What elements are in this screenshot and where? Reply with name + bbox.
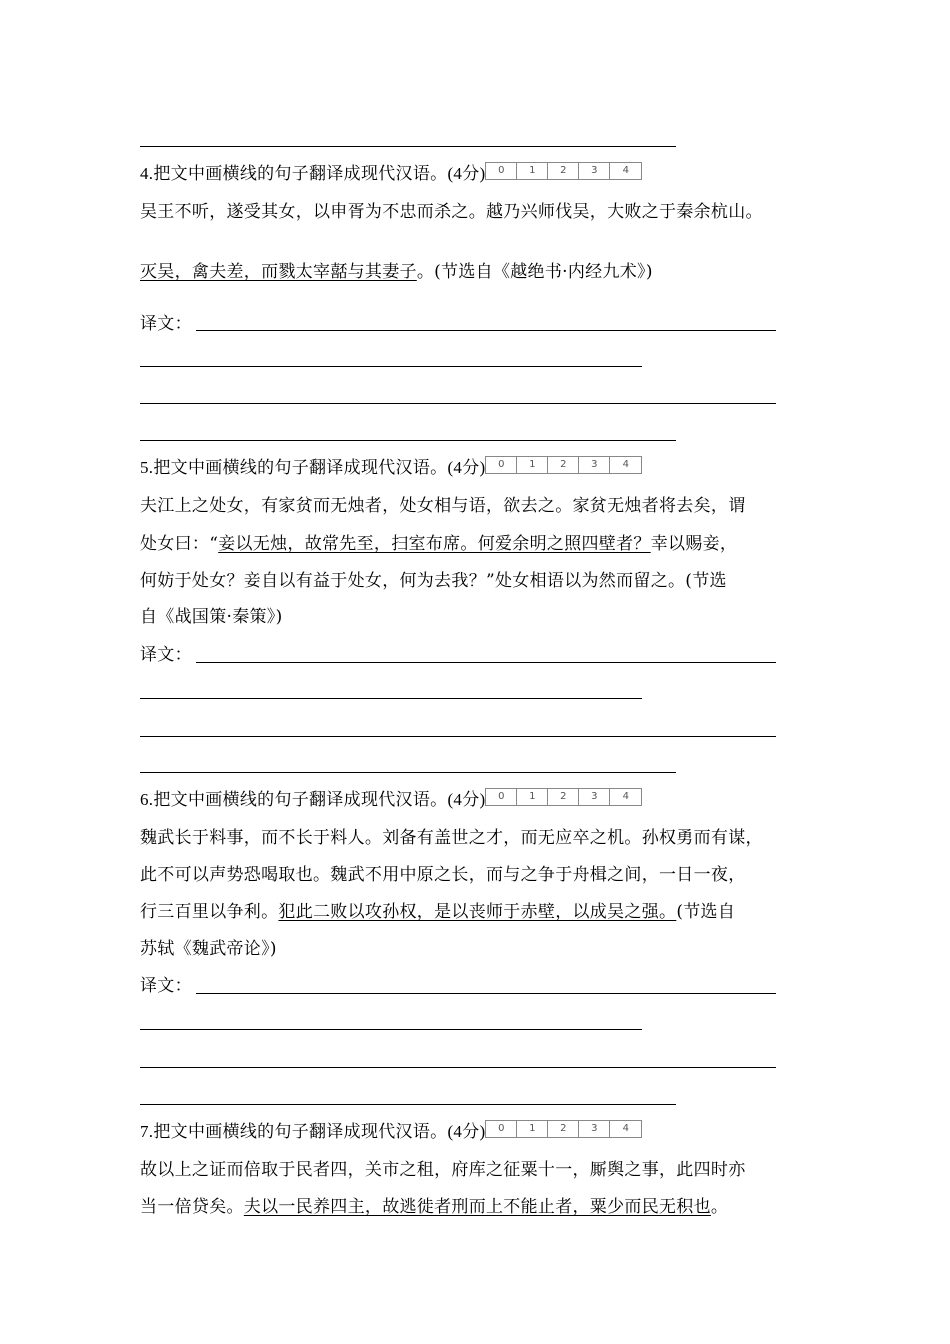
- question-6-heading: [140, 790, 642, 810]
- answer-label: [140, 645, 192, 665]
- passage-text: 当一倍贷矣。: [140, 1197, 244, 1217]
- passage-text: 行三百里以争利。: [140, 902, 279, 922]
- passage-line: [140, 902, 735, 922]
- passage-line: [140, 1197, 728, 1217]
- answer-blank-line[interactable]: [140, 1104, 676, 1105]
- answer-blank-line[interactable]: [140, 736, 776, 737]
- passage-text: 吴王不听，遂受其女，以申胥为不忠而杀之。越乃兴师伐吴，大败之于秦余杭山。: [140, 202, 763, 222]
- answer-label: [140, 314, 192, 334]
- score-cell[interactable]: 0: [486, 789, 517, 805]
- question-heading-text: 4.把文中画横线的句子翻译成现代汉语。(4分): [140, 164, 486, 183]
- score-cell[interactable]: 0: [486, 163, 517, 179]
- answer-blank-line[interactable]: [140, 366, 642, 367]
- answer-blank-line[interactable]: [140, 1029, 642, 1030]
- underlined-sentence: 灭吴，禽夫差，而戮太宰嚭与其妻子: [140, 262, 417, 282]
- answer-label-text: 译文：: [140, 314, 192, 334]
- passage-text: 故以上之证而倍取于民者四，关市之租，府库之征粟十一，厮舆之事，此四时亦: [140, 1160, 746, 1180]
- score-cell[interactable]: 0: [486, 457, 517, 473]
- answer-blank-line[interactable]: [140, 146, 676, 147]
- passage-line: [140, 607, 283, 627]
- passage-line: [140, 939, 277, 959]
- passage-line: [140, 262, 653, 282]
- underlined-sentence: 夫以一民养四主，故逃徙者刑而上不能止者，粟少而民无积也: [243, 1197, 711, 1217]
- score-box[interactable]: [485, 1120, 642, 1138]
- source-note: (节选自: [676, 902, 736, 922]
- passage-text: 。: [710, 1197, 729, 1217]
- answer-blank-line[interactable]: [140, 403, 776, 404]
- answer-blank-line[interactable]: [140, 698, 642, 699]
- question-7-heading: [140, 1122, 642, 1142]
- answer-blank-line[interactable]: [196, 662, 776, 663]
- score-cell[interactable]: 1: [517, 163, 548, 179]
- passage-text: 处女曰：“: [140, 534, 219, 554]
- score-cell[interactable]: 1: [517, 457, 548, 473]
- answer-label-text: 译文：: [140, 645, 192, 665]
- question-4-heading: [140, 164, 642, 184]
- passage-line: [140, 571, 727, 591]
- score-box[interactable]: [485, 162, 642, 180]
- score-cell[interactable]: 4: [622, 1123, 630, 1134]
- passage-text: 何妨于处女？妾自以有益于处女，何为去我？”处女相语以为然而留之。(节选: [140, 571, 727, 591]
- answer-blank-line[interactable]: [196, 993, 776, 994]
- score-cell[interactable]: 1: [517, 789, 548, 805]
- score-cell[interactable]: 2: [548, 1121, 579, 1137]
- score-cell[interactable]: 2: [548, 457, 579, 473]
- answer-label-text: 译文：: [140, 976, 192, 996]
- score-cell[interactable]: 2: [548, 789, 579, 805]
- passage-text: 幸以赐妾，: [650, 534, 738, 554]
- score-cell[interactable]: 4: [622, 791, 630, 802]
- question-heading-text: 7.把文中画横线的句子翻译成现代汉语。(4分): [140, 1122, 486, 1141]
- score-box[interactable]: [485, 788, 642, 806]
- score-cell[interactable]: 0: [486, 1121, 517, 1137]
- answer-blank-line[interactable]: [196, 330, 776, 331]
- score-cell[interactable]: 4: [622, 165, 630, 176]
- passage-text: 魏武长于料事，而不长于料人。刘备有盖世之才，而无应卒之机。孙权勇而有谋，: [140, 828, 763, 848]
- score-cell[interactable]: 3: [579, 163, 610, 179]
- question-heading-text: 5.把文中画横线的句子翻译成现代汉语。(4分): [140, 458, 486, 477]
- answer-label: [140, 976, 192, 996]
- underlined-sentence: 犯此二败以攻孙权，是以丧师于赤壁，以成吴之强。: [278, 902, 677, 922]
- answer-blank-line[interactable]: [140, 772, 676, 773]
- question-heading-text: 6.把文中画横线的句子翻译成现代汉语。(4分): [140, 790, 486, 809]
- answer-blank-line[interactable]: [140, 440, 676, 441]
- passage-text: 夫江上之处女，有家贫而无烛者，处女相与语，欲去之。家贫无烛者将去矣，谓: [140, 496, 746, 516]
- source-note: 。(节选自《越绝书·内经九术》): [416, 262, 653, 282]
- passage-text: 此不可以声势恐喝取也。魏武不用中原之长，而与之争于舟楫之间，一日一夜，: [140, 865, 746, 885]
- score-cell[interactable]: 2: [548, 163, 579, 179]
- question-5-heading: [140, 458, 642, 478]
- passage-line: [140, 1160, 746, 1180]
- source-note: 苏轼《魏武帝论》): [140, 939, 277, 959]
- score-box[interactable]: [485, 456, 642, 474]
- answer-blank-line[interactable]: [140, 1067, 776, 1068]
- score-cell[interactable]: 3: [579, 789, 610, 805]
- score-cell[interactable]: 1: [517, 1121, 548, 1137]
- score-cell[interactable]: 3: [579, 457, 610, 473]
- score-cell[interactable]: 4: [622, 459, 630, 470]
- passage-line: [140, 534, 737, 554]
- passage-line: [140, 496, 746, 516]
- passage-line: [140, 828, 763, 848]
- source-note: 自《战国策·秦策》): [140, 607, 283, 627]
- score-cell[interactable]: 3: [579, 1121, 610, 1137]
- passage-line: [140, 202, 763, 222]
- passage-line: [140, 865, 746, 885]
- underlined-sentence: 妾以无烛，故常先至，扫室布席。何爱余明之照四壁者？: [218, 534, 651, 554]
